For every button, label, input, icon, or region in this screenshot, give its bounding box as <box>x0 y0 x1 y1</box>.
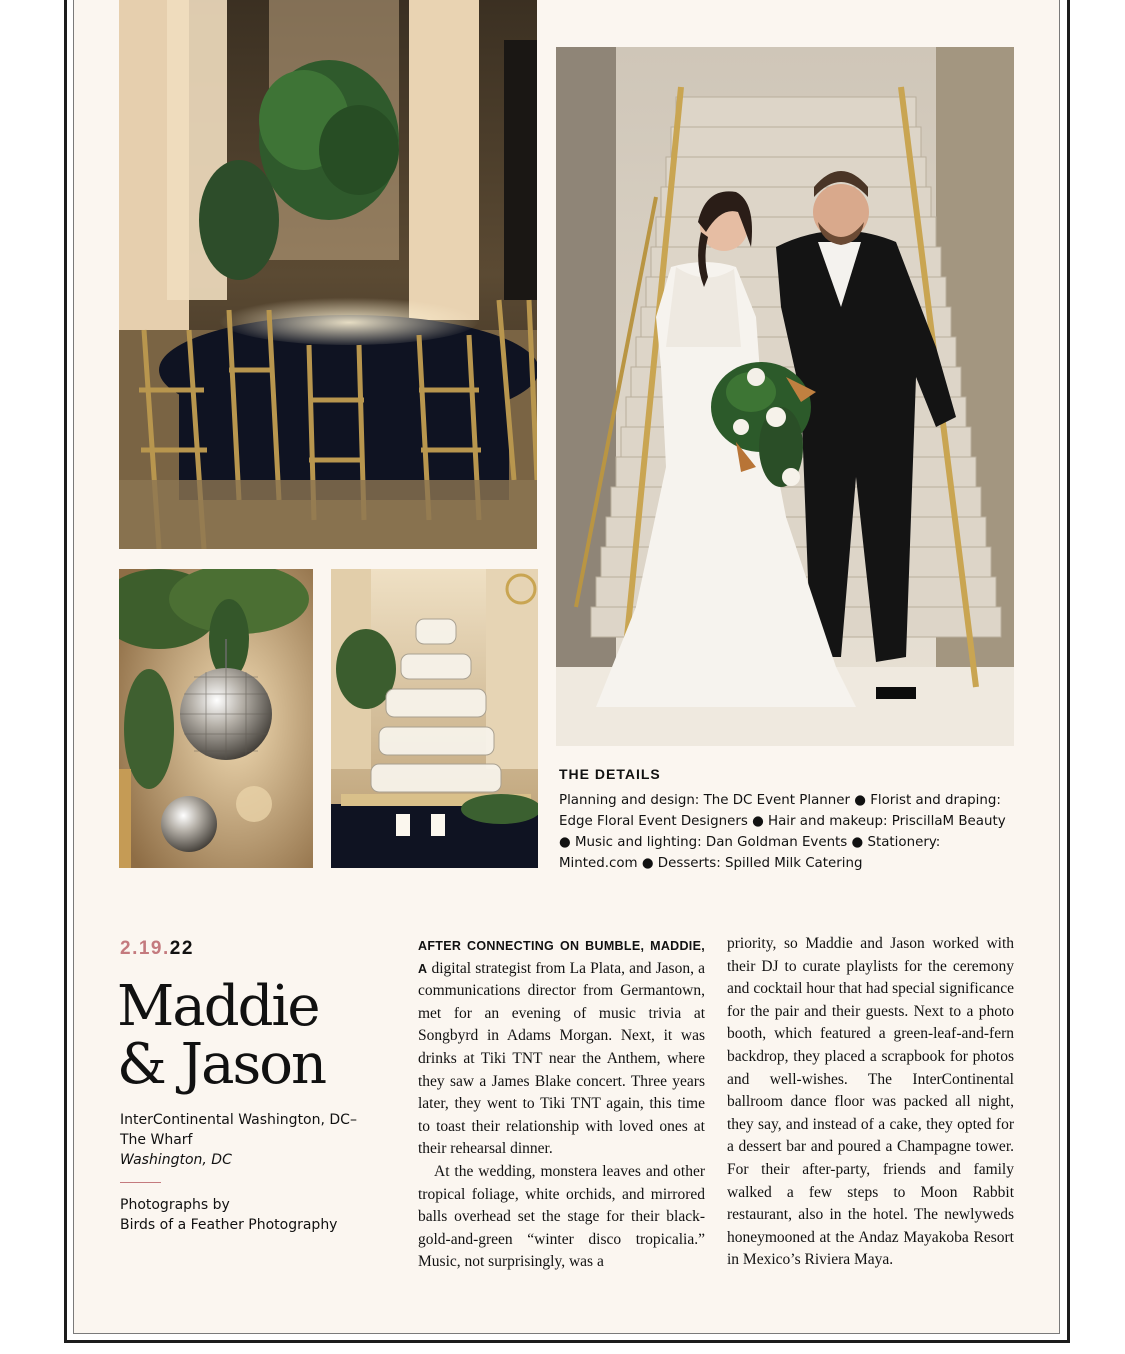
disco-ball-photo <box>119 569 313 868</box>
article-paragraph-2: At the wedding, monstera leaves and other tropical foliage, white orchids, and mirrored balls overhead set the stage for their black-gold-and-green “winter disco tropicalia.” Music, not surprisingly, was a <box>418 1162 705 1271</box>
venue-city: Washington, DC <box>120 1152 232 1168</box>
divider <box>120 1182 161 1183</box>
article-paragraph-1-body: digital strategist from La Plata, and Jason, a communications director from Germantown, met for an evening of music trivia at Songbyrd in Adams Morgan. Next, it was drinks at Tiki TNT near the Anthem, where they saw a James Blake concert. Three years later, they went to Tiki TNT again, this time to toast their relationship with loved ones at their rehearsal dinner. <box>418 959 705 1158</box>
reception-table-photo <box>119 0 537 549</box>
article-lead: AFTER CONNECTING ON BUMBLE, MADDIE, A <box>418 939 705 976</box>
wedding-date <box>120 938 194 960</box>
venue-line2: The Wharf <box>120 1132 193 1148</box>
date-prefix: 2.19. <box>120 938 170 959</box>
couple-name-line1: Maddie <box>117 974 319 1039</box>
venue-line1: InterContinental Washington, DC– <box>120 1112 357 1128</box>
couple-staircase-photo <box>556 47 1014 746</box>
venue <box>120 1110 390 1170</box>
couple-name-line2: & Jason <box>117 1032 326 1097</box>
article-paragraph-1 <box>418 935 705 1161</box>
photo-credit-line2: Birds of a Feather Photography <box>120 1217 338 1233</box>
details-credits: Planning and design: The DC Event Planner ● Florist and draping: Edge Floral Event Designers ● Hair and makeup: PriscillaM Beauty ● Music and lighting: Dan Goldman Events ● Stationery: Minted.com ● Desserts: Spilled Milk Catering <box>559 793 1006 871</box>
photo-credit <box>120 1195 390 1235</box>
date-suffix: 22 <box>169 938 194 959</box>
photo-credit-line1: Photographs by <box>120 1197 230 1213</box>
article-column-1 <box>418 935 705 1274</box>
details-heading: THE DETAILS <box>559 766 661 782</box>
article-paragraph-3: priority, so Maddie and Jason worked with their DJ to curate playlists for the ceremony and cocktail hour that had special significance for the pair and their guests. Next to a photo booth, which featured a green-leaf-and-fern backdrop, they placed a scrapbook for photos and well-wishes. The InterContinental ballroom dance floor was packed all night, they say, and instead of a cake, they opted for a dessert bar and poured a Champagne tower. For their after-party, friends and family walked a few steps to Moon Rabbit restaurant, also in the hotel. The newlyweds honeymooned at the Andaz Mayakoba Resort in Mexico’s Riviera Maya. <box>727 935 1014 1269</box>
couple-name <box>117 974 397 1097</box>
champagne-tower-photo <box>331 569 538 868</box>
article-column-2 <box>727 933 1014 1272</box>
